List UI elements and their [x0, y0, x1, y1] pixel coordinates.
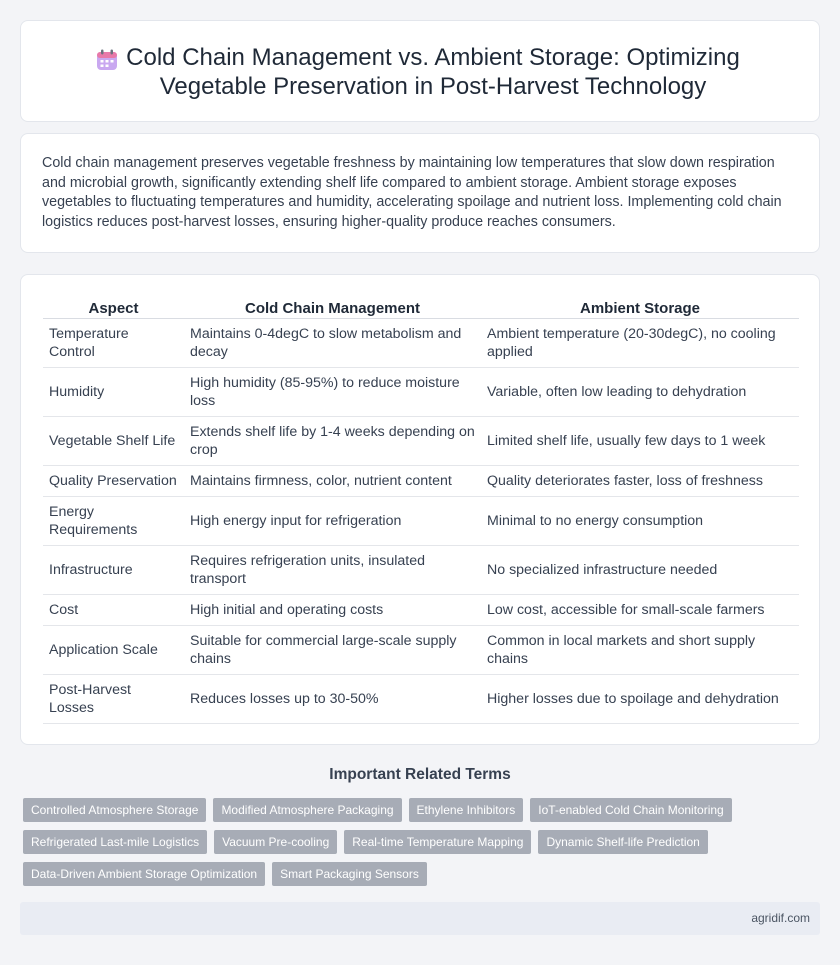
cell-aspect: Humidity [43, 367, 184, 416]
comparison-table-card [20, 274, 820, 745]
cell-aspect: Post-Harvest Losses [43, 674, 184, 723]
cell-ambient: Variable, often low leading to dehydration [481, 367, 799, 416]
cell-ambient: Minimal to no energy consumption [481, 496, 799, 545]
cell-cold: High humidity (85-95%) to reduce moisture loss [184, 367, 481, 416]
cell-ambient: Higher losses due to spoilage and dehydration [481, 674, 799, 723]
title-card [20, 20, 820, 122]
intro-card [20, 133, 820, 253]
cell-ambient: No specialized infrastructure needed [481, 545, 799, 594]
cell-cold: Suitable for commercial large-scale supply chains [184, 625, 481, 674]
cell-cold: Maintains 0-4degC to slow metabolism and decay [184, 318, 481, 367]
footer-site-link[interactable]: agridif.com [751, 911, 810, 925]
related-term-tag[interactable]: Smart Packaging Sensors [272, 862, 427, 886]
table-row [43, 545, 799, 594]
table-row [43, 625, 799, 674]
related-term-tag[interactable]: Vacuum Pre-cooling [214, 830, 337, 854]
cell-aspect: Energy Requirements [43, 496, 184, 545]
header-ambient: Ambient Storage [481, 296, 799, 318]
intro-paragraph: Cold chain management preserves vegetable freshness by maintaining low temperatures that slow down respiration and microbial growth, significantly extending shelf life compared to ambient storage. Ambient storage exposes vegetables to fluctuating temperatures and humidity, accelerating spoilage and nutrient loss. Implementing cold chain logistics reduces post-harvest losses, ensuring higher-quality produce reaches consumers. [42, 155, 782, 230]
cell-cold: High energy input for refrigeration [184, 496, 481, 545]
related-term-tag[interactable]: Dynamic Shelf-life Prediction [538, 830, 707, 854]
table-row [43, 496, 799, 545]
cell-aspect: Cost [43, 594, 184, 625]
cell-cold: Extends shelf life by 1-4 weeks depending on crop [184, 416, 481, 465]
page-title: Cold Chain Management vs. Ambient Storage: Optimizing Vegetable Preservation in Post-Harvest Technology [126, 44, 740, 100]
related-term-tag[interactable]: IoT-enabled Cold Chain Monitoring [530, 798, 731, 822]
table-row [43, 674, 799, 723]
cell-cold: Maintains firmness, color, nutrient content [184, 465, 481, 496]
related-term-tag[interactable]: Real-time Temperature Mapping [344, 830, 531, 854]
comparison-table [43, 296, 799, 724]
related-terms-title: Important Related Terms [329, 766, 511, 783]
related-term-tag[interactable]: Data-Driven Ambient Storage Optimization [23, 862, 265, 886]
cell-ambient: Quality deteriorates faster, loss of freshness [481, 465, 799, 496]
related-term-tag[interactable]: Ethylene Inhibitors [409, 798, 524, 822]
table-row [43, 465, 799, 496]
cell-ambient: Common in local markets and short supply chains [481, 625, 799, 674]
related-term-tag[interactable]: Modified Atmosphere Packaging [213, 798, 401, 822]
cell-aspect: Application Scale [43, 625, 184, 674]
tag-row [23, 798, 783, 822]
related-term-tag[interactable]: Controlled Atmosphere Storage [23, 798, 206, 822]
cell-aspect: Vegetable Shelf Life [43, 416, 184, 465]
table-row [43, 367, 799, 416]
cell-ambient: Limited shelf life, usually few days to 1 week [481, 416, 799, 465]
table-header-row [43, 296, 799, 318]
header-cold-chain: Cold Chain Management [184, 296, 481, 318]
related-term-tag[interactable]: Refrigerated Last-mile Logistics [23, 830, 207, 854]
tag-row [23, 830, 783, 854]
table-row [43, 318, 799, 367]
cell-aspect: Temperature Control [43, 318, 184, 367]
cell-aspect: Infrastructure [43, 545, 184, 594]
related-terms-list [23, 798, 783, 894]
cell-cold: High initial and operating costs [184, 594, 481, 625]
cell-ambient: Ambient temperature (20-30degC), no cooling applied [481, 318, 799, 367]
cell-cold: Requires refrigeration units, insulated transport [184, 545, 481, 594]
table-row [43, 416, 799, 465]
table-row [43, 594, 799, 625]
tag-row [23, 862, 783, 886]
cell-ambient: Low cost, accessible for small-scale farmers [481, 594, 799, 625]
cell-aspect: Quality Preservation [43, 465, 184, 496]
cell-cold: Reduces losses up to 30-50% [184, 674, 481, 723]
footer [20, 902, 820, 935]
header-aspect: Aspect [43, 296, 184, 318]
